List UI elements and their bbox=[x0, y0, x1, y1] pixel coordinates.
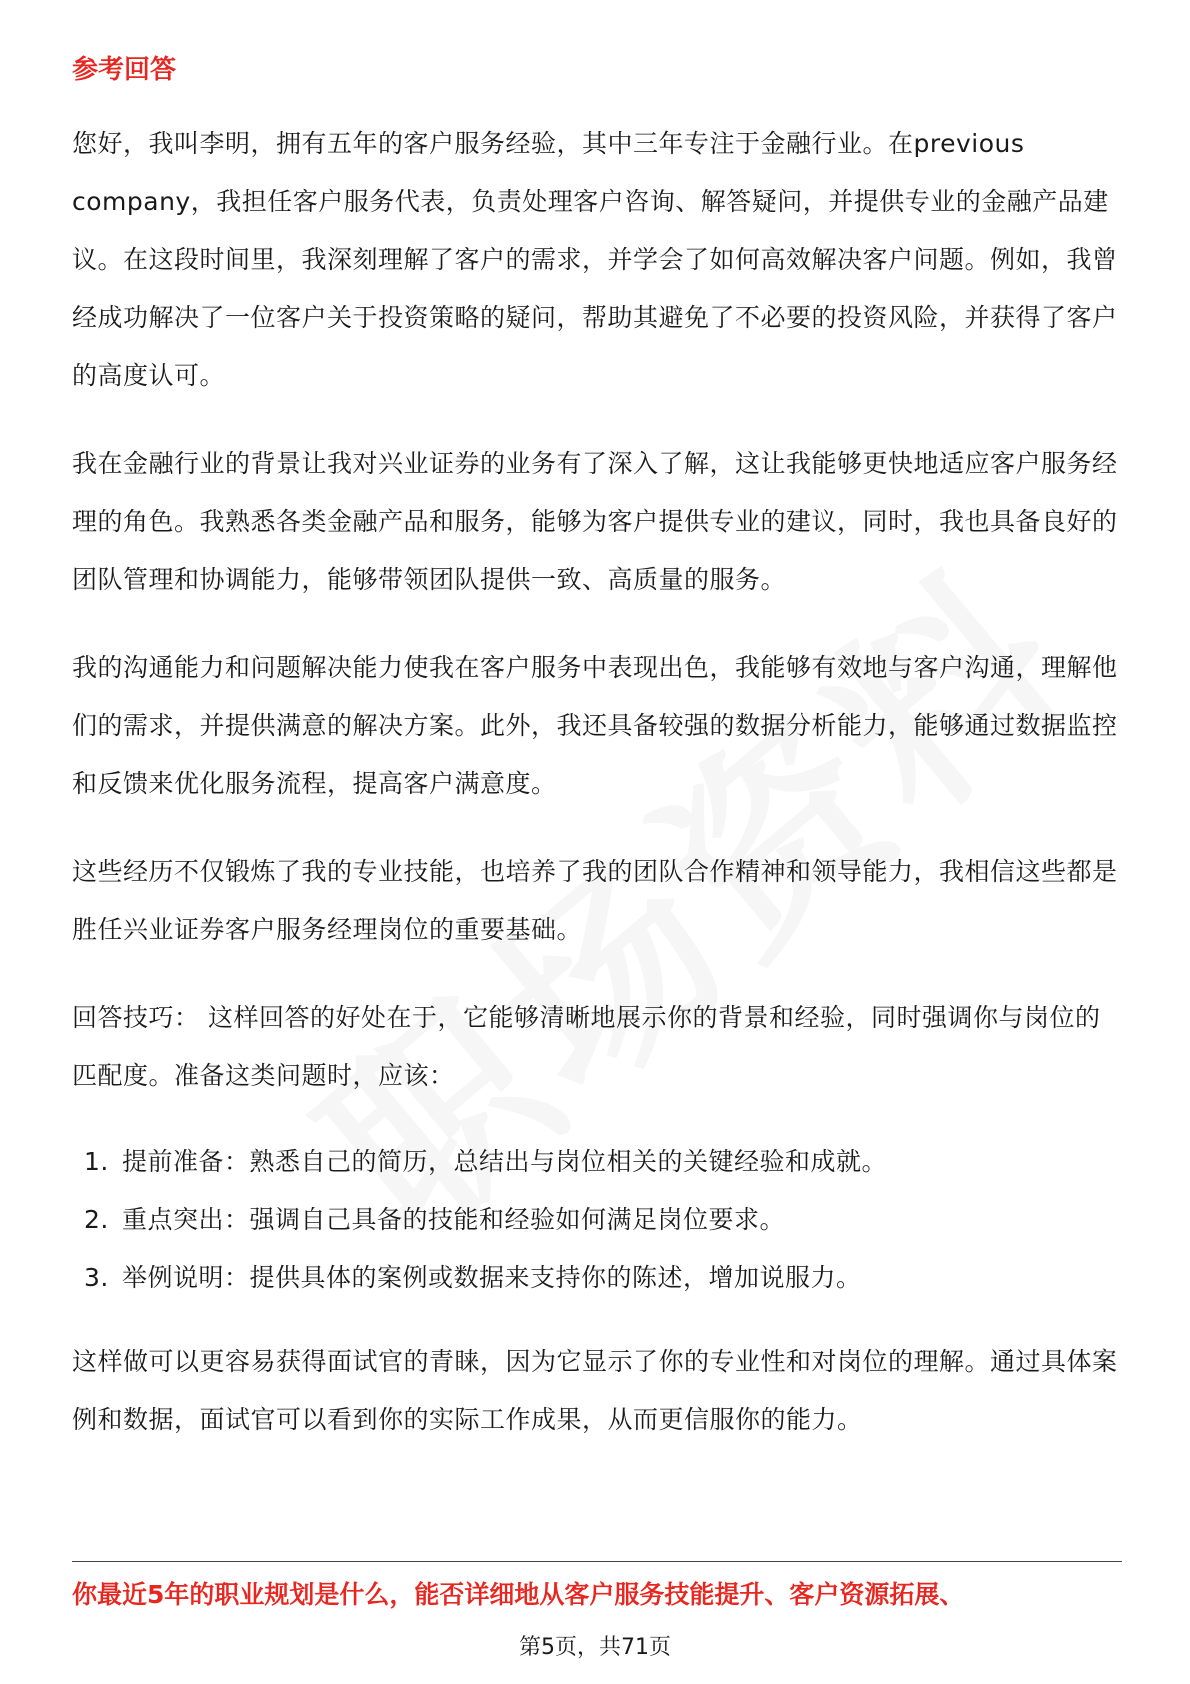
list-item-number: 1. bbox=[84, 1147, 109, 1176]
list-item-number: 2. bbox=[84, 1205, 109, 1234]
closing-paragraph: 这样做可以更容易获得面试官的青睐，因为它显示了你的专业性和对岗位的理解。通过具体案例和数据，面试官可以看到你的实际工作成果，从而更信服你的能力。 bbox=[72, 1347, 1118, 1434]
list-item-number: 3. bbox=[84, 1263, 109, 1292]
list-item-text: 重点突出：强调自己具备的技能和经验如何满足岗位要求。 bbox=[122, 1205, 786, 1234]
answer-paragraph-1: 您好，我叫李明，拥有五年的客户服务经验，其中三年专注于金融行业。在previous company，我担任客户服务代表，负责处理客户咨询、解答疑问，并提供专业的金融产品建议。在这段时间里，我深刻理解了客户的需求，并学会了如何高效解决客户问题。例如，我曾经成功解决了一位客户关于投资策略的疑问，帮助其避免了不必要的投资风险，并获得了客户的高度认可。 bbox=[72, 129, 1118, 390]
list-item-text: 举例说明：提供具体的案例或数据来支持你的陈述，增加说服力。 bbox=[122, 1263, 862, 1292]
answer-content bbox=[72, 115, 1122, 1479]
answer-paragraph-4: 这些经历不仅锻炼了我的专业技能，也培养了我的团队合作精神和领导能力，我相信这些都是胜任兴业证券客户服务经理岗位的重要基础。 bbox=[72, 857, 1118, 944]
answer-paragraph-3: 我的沟通能力和问题解决能力使我在客户服务中表现出色，我能够有效地与客户沟通，理解他们的需求，并提供满意的解决方案。此外，我还具备较强的数据分析能力，能够通过数据监控和反馈来优化服务流程，提高客户满意度。 bbox=[72, 653, 1118, 798]
answer-paragraph-2: 我在金融行业的背景让我对兴业证券的业务有了深入了解，这让我能够更快地适应客户服务经理的角色。我熟悉各类金融产品和服务，能够为客户提供专业的建议，同时，我也具备良好的团队管理和协调能力，能够带领团队提供一致、高质量的服务。 bbox=[72, 449, 1118, 594]
list-item-text: 提前准备：熟悉自己的简历，总结出与岗位相关的关键经验和成就。 bbox=[122, 1147, 888, 1176]
list-item bbox=[84, 1133, 1122, 1191]
list-item bbox=[84, 1249, 1122, 1307]
list-item bbox=[84, 1191, 1122, 1249]
divider bbox=[72, 1561, 1122, 1562]
section-title: 参考回答 bbox=[72, 55, 177, 85]
tips-intro: 回答技巧： 这样回答的好处在于，它能够清晰地展示你的背景和经验，同时强调你与岗位的匹配度。准备这类问题时，应该： bbox=[72, 1003, 1101, 1090]
page-number: 第5页，共71页 bbox=[519, 1635, 671, 1660]
next-question-heading: 你最近5年的职业规划是什么，能否详细地从客户服务技能提升、客户资源拓展、 bbox=[72, 1580, 965, 1609]
tips-list bbox=[72, 1133, 1122, 1307]
